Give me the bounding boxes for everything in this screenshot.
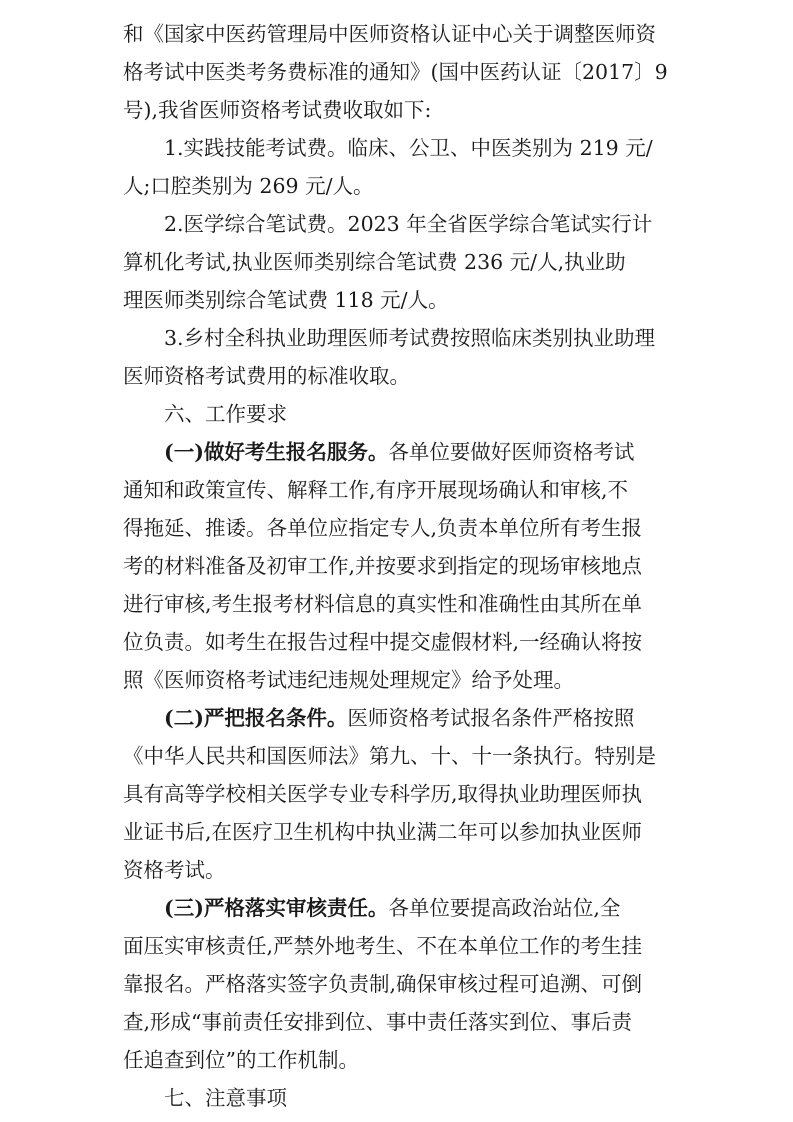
line-text: 各单位要提高政治站位,全 bbox=[388, 896, 621, 920]
paragraph-line bbox=[123, 813, 642, 851]
paragraph-line bbox=[123, 509, 642, 547]
paragraph-line bbox=[123, 471, 628, 509]
paragraph-line bbox=[123, 547, 642, 585]
paragraph-line bbox=[123, 281, 449, 319]
line-text: 进行审核,考生报考材料信息的真实性和准确性由其所在单 bbox=[123, 592, 643, 616]
paragraph-line bbox=[123, 91, 431, 129]
line-text: 格考试中医类考务费标准的通知》(国中医药认证〔2017〕9 bbox=[123, 60, 668, 84]
paragraph-line bbox=[123, 53, 675, 91]
subheading-text: (三)严格落实审核责任。 bbox=[164, 896, 389, 920]
paragraph-line bbox=[123, 775, 642, 813]
line-text: 位负责。如考生在报告过程中提交虚假材料,一经确认将按 bbox=[123, 630, 643, 654]
subheading-text: (一)做好考生报名服务。 bbox=[164, 440, 389, 464]
paragraph-line bbox=[123, 243, 626, 281]
line-text: 考的材料准备及初审工作,并按要求到指定的现场审核地点 bbox=[123, 554, 643, 578]
line-text: 靠报名。严格落实签字负责制,确保审核过程可追溯、可倒 bbox=[123, 972, 643, 996]
line-text: 照《医师资格考试违纪违规处理规定》给予处理。 bbox=[123, 668, 574, 692]
line-text: 1.实践技能考试费。临床、公卫、中医类别为 219 元/ bbox=[164, 136, 653, 160]
line-text: 得拖延、推诿。各单位应指定专人,负责本单位所有考生报 bbox=[123, 516, 643, 540]
paragraph-line bbox=[164, 889, 620, 927]
line-text: 理医师类别综合笔试费 118 元/人。 bbox=[123, 288, 449, 312]
paragraph-line bbox=[123, 927, 642, 965]
paragraph-line bbox=[123, 737, 656, 775]
line-text: 业证书后,在医疗卫生机构中执业满二年可以参加执业医师 bbox=[123, 820, 643, 844]
heading-text: 六、工作要求 bbox=[164, 402, 287, 426]
section-heading-6 bbox=[164, 395, 287, 433]
paragraph-line bbox=[164, 319, 655, 357]
paragraph-line bbox=[123, 585, 642, 623]
line-text: 任追查到位”的工作机制。 bbox=[123, 1048, 359, 1072]
line-text: 和《国家中医药管理局中医师资格认证中心关于调整医师资 bbox=[123, 22, 656, 46]
paragraph-line bbox=[123, 15, 675, 53]
line-text: 医师资格考试费用的标准收取。 bbox=[123, 364, 410, 388]
line-text: 面压实审核责任,严禁外地考生、不在本单位工作的考生挂 bbox=[123, 934, 643, 958]
paragraph-line bbox=[164, 129, 653, 167]
line-text: 2.医学综合笔试费。2023 年全省医学综合笔试实行计 bbox=[164, 212, 653, 236]
paragraph-line bbox=[164, 205, 652, 243]
line-text: 《中华人民共和国医师法》第九、十、十一条执行。特别是 bbox=[123, 744, 656, 768]
paragraph-line bbox=[123, 661, 574, 699]
line-text: 通知和政策宣传、解释工作,有序开展现场确认和审核,不 bbox=[123, 478, 629, 502]
paragraph-line bbox=[164, 699, 634, 737]
paragraph-line bbox=[123, 965, 642, 1003]
line-text: 算机化考试,执业医师类别综合笔试费 236 元/人,执业助 bbox=[123, 250, 626, 274]
line-text: 各单位要做好医师资格考试 bbox=[388, 440, 635, 464]
line-text: 人;口腔类别为 269 元/人。 bbox=[123, 174, 374, 198]
paragraph-line bbox=[123, 1041, 359, 1079]
line-text: 资格考试。 bbox=[123, 858, 226, 882]
paragraph-line bbox=[164, 433, 634, 471]
section-heading-7 bbox=[164, 1079, 287, 1117]
line-text: 查,形成“事前责任安排到位、事中责任落实到位、事后责 bbox=[123, 1010, 632, 1034]
paragraph-line bbox=[123, 357, 410, 395]
paragraph-line bbox=[123, 851, 226, 889]
paragraph-line bbox=[123, 1003, 632, 1041]
line-text: 医师资格考试报名条件严格按照 bbox=[347, 706, 635, 730]
line-text: 号),我省医师资格考试费收取如下: bbox=[123, 98, 432, 122]
heading-text: 七、注意事项 bbox=[164, 1086, 287, 1110]
line-text: 3.乡村全科执业助理医师考试费按照临床类别执业助理 bbox=[164, 326, 656, 350]
line-text: 具有高等学校相关医学专业专科学历,取得执业助理医师执 bbox=[123, 782, 643, 806]
paragraph-line bbox=[123, 623, 642, 661]
paragraph-line bbox=[123, 167, 373, 205]
subheading-text: (二)严把报名条件。 bbox=[164, 706, 348, 730]
